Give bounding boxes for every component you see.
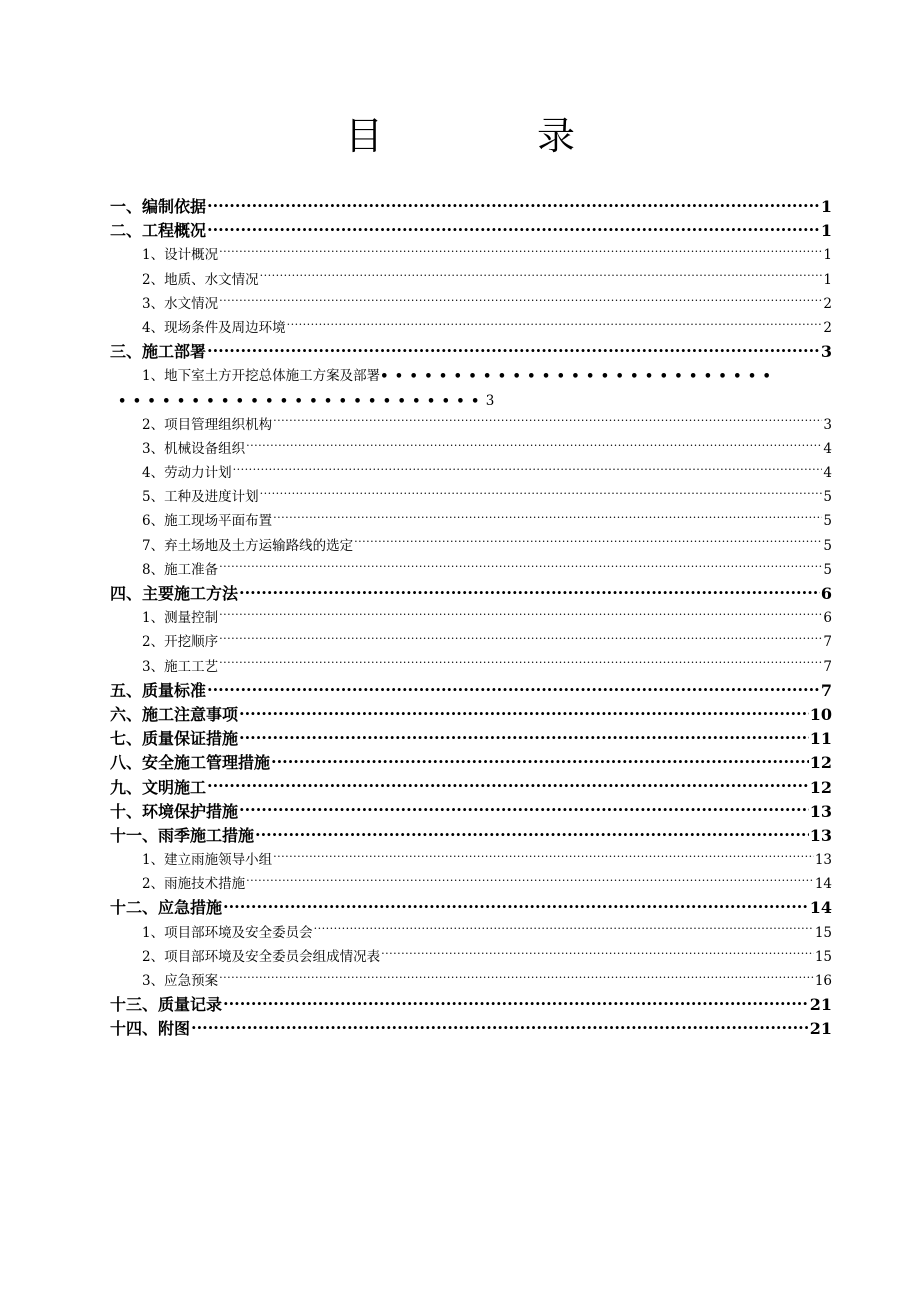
toc-page-number: 21 xyxy=(809,1019,832,1039)
toc-entry-2-2[interactable] xyxy=(110,268,832,292)
toc-page-number: 7 xyxy=(823,634,832,651)
toc-leader-dots xyxy=(314,923,814,937)
toc-entry-label: 五、质量标准 xyxy=(110,680,207,700)
toc-entry-8[interactable] xyxy=(110,751,832,775)
toc-leader-dots xyxy=(239,704,809,720)
toc-entry-label: 3、施工工艺 xyxy=(142,658,219,675)
toc-page-number: 13 xyxy=(809,825,832,845)
toc-entry-3-2[interactable] xyxy=(110,413,832,437)
toc-entry-2[interactable] xyxy=(110,219,832,243)
toc-entry-10[interactable] xyxy=(110,800,832,824)
toc-leader-dots xyxy=(219,972,814,986)
toc-leader-dots xyxy=(273,512,822,526)
toc-leader-dots xyxy=(207,196,820,212)
toc-page-number: 1 xyxy=(820,197,832,216)
toc-entry-label: 6、施工现场平面布置 xyxy=(142,513,273,530)
toc-entry-12-3[interactable] xyxy=(110,969,832,993)
toc-entry-label: 2、开挖顺序 xyxy=(142,634,219,651)
toc-leader-dots xyxy=(239,728,809,744)
toc-page-number: 2 xyxy=(823,295,832,312)
toc-entry-3-6[interactable] xyxy=(110,509,832,533)
toc-entry-label: 九、文明施工 xyxy=(110,777,207,797)
toc-entry-label: 3、应急预案 xyxy=(142,973,219,989)
toc-entry-11-1[interactable] xyxy=(110,848,832,872)
toc-page-number: 15 xyxy=(814,924,832,941)
toc-entry-12-1[interactable] xyxy=(110,921,832,945)
toc-entry-4-2[interactable] xyxy=(110,630,832,654)
toc-leader-dots xyxy=(219,657,822,671)
toc-entry-label: 1、建立雨施领导小组 xyxy=(142,852,273,869)
toc-entry-12[interactable] xyxy=(110,896,832,920)
toc-leader-dots xyxy=(219,560,822,574)
toc-entry-12-2[interactable] xyxy=(110,945,832,969)
toc-entry-label: 8、施工准备 xyxy=(142,561,219,578)
toc-page-number: 1 xyxy=(823,247,832,264)
toc-entry-label: 5、工种及进度计划 xyxy=(142,489,259,506)
toc-entry-14[interactable] xyxy=(110,1017,832,1041)
toc-entry-1[interactable] xyxy=(110,195,832,219)
toc-entry-label: 7、弃土场地及土方运输路线的选定 xyxy=(142,537,354,554)
toc-entry-3-5[interactable] xyxy=(110,485,832,509)
toc-entry-13[interactable] xyxy=(110,993,832,1017)
toc-page-number: 15 xyxy=(814,948,832,965)
toc-page-number: 3 xyxy=(820,342,832,362)
page-title: 目 录 xyxy=(344,114,633,158)
toc-leader-dots xyxy=(223,897,809,913)
toc-page-number: 6 xyxy=(823,610,832,627)
toc-entry-11-2[interactable] xyxy=(110,872,832,896)
toc-entry-5[interactable] xyxy=(110,679,832,703)
toc-page-number: 5 xyxy=(823,537,832,554)
toc-page-number: 1 xyxy=(823,271,832,288)
toc-page-number: 7 xyxy=(820,680,832,700)
toc-leader-dots xyxy=(207,680,820,696)
toc-leader-dots xyxy=(354,536,822,550)
toc-entry-label: 一、编制依据 xyxy=(110,197,207,216)
toc-leader-dots xyxy=(239,583,820,599)
toc-page-number: 4 xyxy=(823,465,832,482)
toc-entry-label: 2、项目管理组织机构 xyxy=(142,416,273,433)
toc-page-number: 6 xyxy=(820,584,832,603)
toc-entry-label: 1、项目部环境及安全委员会 xyxy=(142,924,313,941)
toc-entry-3[interactable] xyxy=(110,340,832,364)
toc-page-number: 1 xyxy=(820,221,832,241)
toc-entry-11[interactable] xyxy=(110,824,832,848)
toc-page-number: 16 xyxy=(814,973,832,989)
toc-entry-label: 1、设计概况 xyxy=(142,247,219,264)
toc-page-number: 12 xyxy=(809,753,832,773)
toc-leader-dots: ••••••••••••••••••••••••••• xyxy=(380,369,778,385)
toc-entry-label: 六、施工注意事项 xyxy=(110,704,239,724)
toc-entry-label: 二、工程概况 xyxy=(110,221,207,241)
toc-entry-6[interactable] xyxy=(110,703,832,727)
toc-entry-label: 十四、附图 xyxy=(110,1019,191,1039)
toc-entry-label: 4、劳动力计划 xyxy=(142,465,232,482)
toc-leader-dots xyxy=(246,439,822,453)
toc-leader-dots xyxy=(260,488,823,502)
toc-page-number: 2 xyxy=(823,319,832,336)
toc-leader-dots xyxy=(381,947,814,961)
toc-entry-3-4[interactable] xyxy=(110,461,832,485)
toc-entry-3-3[interactable] xyxy=(110,437,832,461)
toc-entry-label: 1、地下室土方开挖总体施工方案及部署 xyxy=(142,368,381,385)
toc-page-number: 3 xyxy=(823,416,832,433)
table-of-contents xyxy=(110,195,832,1042)
toc-leader-dots: ••••••••••••••••••••••••• xyxy=(118,393,486,409)
toc-leader-dots xyxy=(207,220,820,236)
toc-entry-label: 3、机械设备组织 xyxy=(142,440,246,457)
toc-entry-2-3[interactable] xyxy=(110,292,832,316)
toc-entry-label: 4、现场条件及周边环境 xyxy=(142,319,286,336)
toc-page-number: 3 xyxy=(485,392,495,409)
toc-page-number: 10 xyxy=(809,704,832,724)
toc-leader-dots xyxy=(191,1018,809,1034)
toc-entry-9[interactable] xyxy=(110,776,832,800)
toc-entry-2-4[interactable] xyxy=(110,316,832,340)
toc-page-number: 14 xyxy=(809,898,832,918)
toc-page-number: 7 xyxy=(823,658,832,675)
toc-entry-7[interactable] xyxy=(110,727,832,751)
toc-entry-2-1[interactable] xyxy=(110,243,832,267)
toc-entry-label: 三、施工部署 xyxy=(110,342,207,362)
toc-entry-3-8[interactable] xyxy=(110,558,832,582)
toc-leader-dots xyxy=(219,246,822,260)
toc-entry-label: 七、质量保证措施 xyxy=(110,729,239,749)
toc-entry-label: 1、测量控制 xyxy=(142,610,219,627)
toc-entry-label: 十二、应急措施 xyxy=(110,898,223,918)
toc-leader-dots xyxy=(239,801,809,817)
toc-page-number: 12 xyxy=(809,777,832,797)
toc-entry-label: 2、地质、水文情况 xyxy=(142,271,259,288)
toc-leader-dots xyxy=(246,875,814,889)
toc-page-number: 5 xyxy=(823,513,832,530)
toc-leader-dots xyxy=(233,464,823,478)
toc-page-number: 13 xyxy=(814,852,832,869)
toc-leader-dots xyxy=(273,851,814,865)
toc-leader-dots xyxy=(219,609,822,623)
toc-leader-dots xyxy=(273,415,822,429)
toc-page-number: 11 xyxy=(809,729,832,749)
toc-leader-dots xyxy=(223,994,809,1010)
toc-leader-dots xyxy=(287,318,823,332)
toc-entry-label: 2、项目部环境及安全委员会组成情况表 xyxy=(142,948,381,965)
toc-page-number: 13 xyxy=(809,801,832,821)
toc-leader-dots xyxy=(219,633,822,647)
toc-entry-3-7[interactable] xyxy=(110,534,832,558)
toc-entry-label: 十三、质量记录 xyxy=(110,995,223,1015)
toc-leader-dots xyxy=(207,341,820,357)
toc-page-number: 21 xyxy=(809,995,832,1015)
toc-leader-dots xyxy=(271,752,809,768)
toc-entry-label: 2、雨施技术措施 xyxy=(142,876,246,893)
toc-entry-line xyxy=(110,364,832,388)
toc-entry-label: 3、水文情况 xyxy=(142,295,219,312)
toc-page-number: 4 xyxy=(823,440,832,457)
toc-entry-label: 十、环境保护措施 xyxy=(110,801,239,821)
toc-leader-dots xyxy=(219,294,822,308)
toc-entry-4[interactable] xyxy=(110,582,832,606)
toc-entry-label: 八、安全施工管理措施 xyxy=(110,753,271,773)
toc-leader-dots xyxy=(207,777,809,793)
toc-entry-3-1[interactable] xyxy=(110,364,832,412)
toc-entry-4-3[interactable] xyxy=(110,655,832,679)
toc-entry-label: 四、主要施工方法 xyxy=(110,584,239,603)
toc-page-number: 5 xyxy=(823,489,832,506)
toc-entry-4-1[interactable] xyxy=(110,606,832,630)
toc-entry-label: 十一、雨季施工措施 xyxy=(110,825,255,845)
toc-leader-dots xyxy=(260,270,823,284)
toc-page-number: 5 xyxy=(823,561,832,578)
toc-entry-line xyxy=(110,389,832,413)
toc-page-number: 14 xyxy=(814,876,832,893)
toc-leader-dots xyxy=(255,825,809,841)
